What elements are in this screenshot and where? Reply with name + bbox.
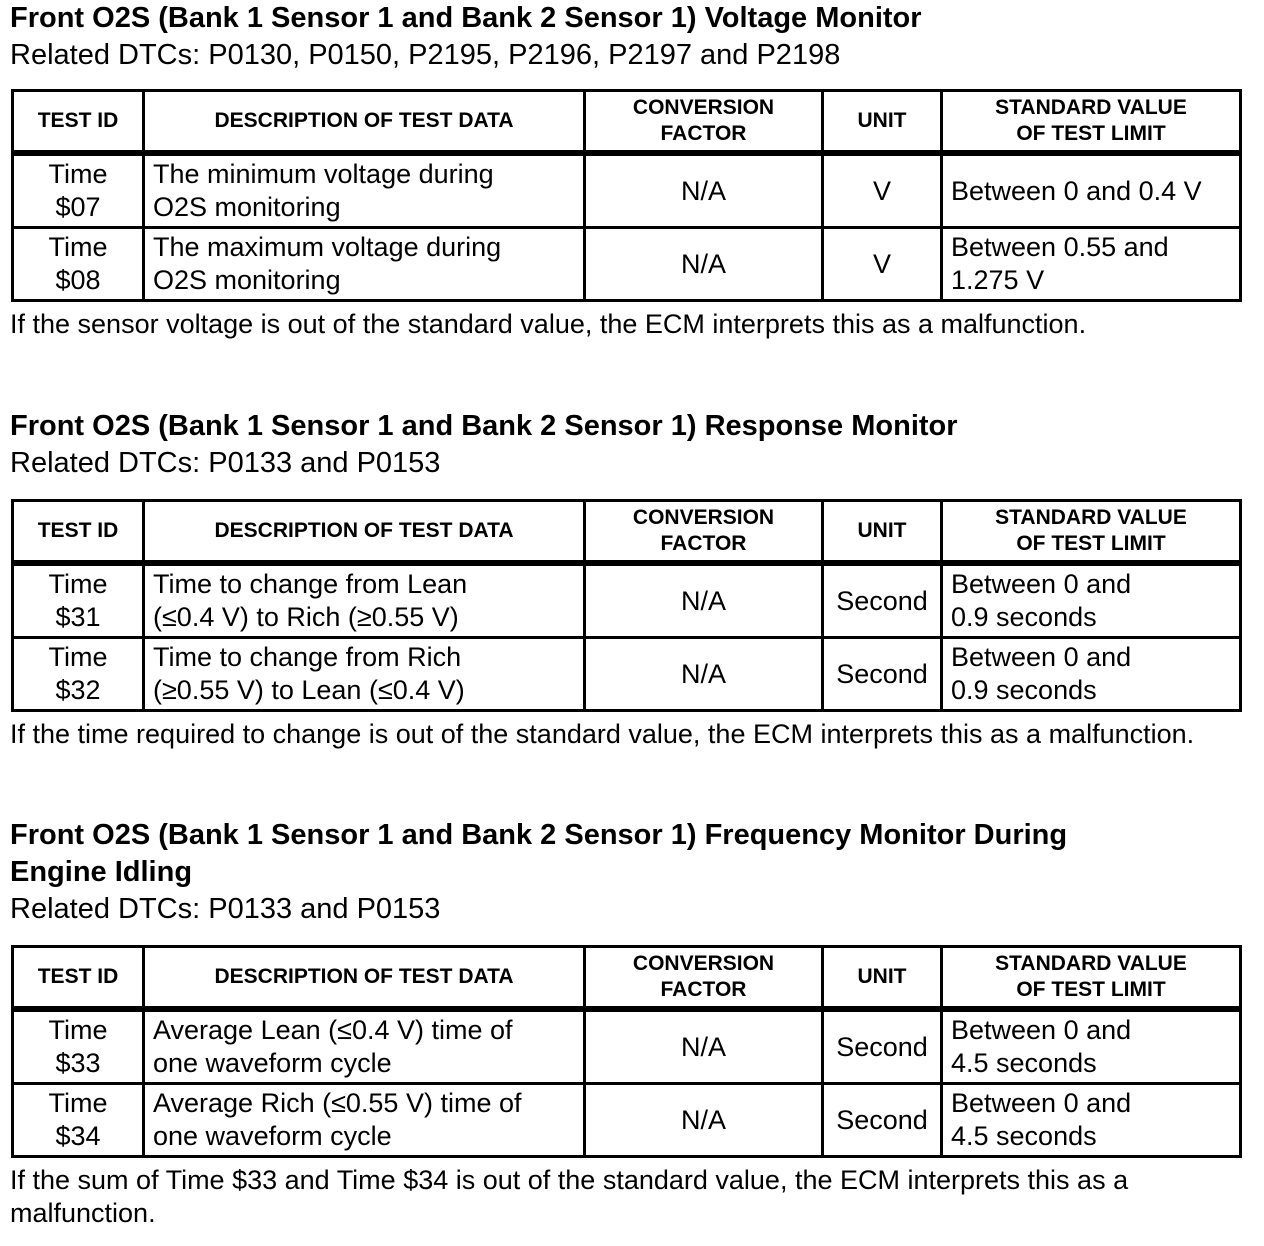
test-data-table — [11, 499, 1242, 712]
section-response-monitor — [10, 408, 1240, 751]
cell-description: The maximum voltage during O2S monitoring — [144, 228, 585, 301]
cell-standard-value: Between 0 and 0.9 seconds — [942, 563, 1241, 638]
section-frequency-monitor — [10, 817, 1240, 1230]
table-row — [13, 1009, 1241, 1084]
cell-conversion-factor: N/A — [585, 153, 823, 228]
header-conversion-factor: CONVERSION FACTOR — [585, 501, 823, 564]
table-header-row — [13, 91, 1241, 154]
header-unit: UNIT — [823, 91, 942, 154]
header-description: DESCRIPTION OF TEST DATA — [144, 91, 585, 154]
related-dtcs: Related DTCs: P0130, P0150, P2195, P2196, P2197 and P2198 — [10, 39, 841, 71]
header-standard-value: STANDARD VALUE OF TEST LIMIT — [942, 91, 1241, 154]
table-row — [13, 638, 1241, 711]
cell-description: The minimum voltage during O2S monitoring — [144, 153, 585, 228]
cell-test-id: Time $31 — [13, 563, 144, 638]
section-title: Front O2S (Bank 1 Sensor 1 and Bank 2 Sensor 1) Voltage Monitor — [10, 2, 922, 34]
cell-test-id: Time $32 — [13, 638, 144, 711]
cell-description: Time to change from Rich (≥0.55 V) to Lean (≤0.4 V) — [144, 638, 585, 711]
cell-unit: Second — [823, 1084, 942, 1157]
table-row — [13, 1084, 1241, 1157]
header-standard-value: STANDARD VALUE OF TEST LIMIT — [942, 947, 1241, 1010]
header-conversion-factor: CONVERSION FACTOR — [585, 91, 823, 154]
cell-test-id: Time $08 — [13, 228, 144, 301]
cell-description: Average Rich (≤0.55 V) time of one waveform cycle — [144, 1084, 585, 1157]
related-dtcs: Related DTCs: P0133 and P0153 — [10, 447, 441, 479]
section-title: Front O2S (Bank 1 Sensor 1 and Bank 2 Sensor 1) Response Monitor — [10, 410, 958, 442]
header-test-id: TEST ID — [13, 947, 144, 1010]
cell-conversion-factor: N/A — [585, 638, 823, 711]
cell-standard-value: Between 0 and 0.4 V — [942, 153, 1241, 228]
section-voltage-monitor — [10, 0, 1240, 341]
cell-unit: Second — [823, 1009, 942, 1084]
cell-unit: V — [823, 153, 942, 228]
table-header-row — [13, 501, 1241, 564]
table-row — [13, 563, 1241, 638]
header-conversion-factor: CONVERSION FACTOR — [585, 947, 823, 1010]
cell-description: Time to change from Lean (≤0.4 V) to Rich (≥0.55 V) — [144, 563, 585, 638]
header-standard-value: STANDARD VALUE OF TEST LIMIT — [942, 501, 1241, 564]
cell-unit: Second — [823, 638, 942, 711]
table-row — [13, 153, 1241, 228]
table-row — [13, 228, 1241, 301]
cell-test-id: Time $33 — [13, 1009, 144, 1084]
test-data-table — [11, 945, 1242, 1158]
section-title: Front O2S (Bank 1 Sensor 1 and Bank 2 Sensor 1) Frequency Monitor During Engine Idling — [10, 819, 1068, 888]
header-description: DESCRIPTION OF TEST DATA — [144, 947, 585, 1010]
malfunction-note: If the time required to change is out of the standard value, the ECM interprets this as a malfunction. — [10, 719, 1195, 749]
header-unit: UNIT — [823, 947, 942, 1010]
header-test-id: TEST ID — [13, 501, 144, 564]
related-dtcs: Related DTCs: P0133 and P0153 — [10, 893, 441, 925]
header-description: DESCRIPTION OF TEST DATA — [144, 501, 585, 564]
cell-conversion-factor: N/A — [585, 228, 823, 301]
cell-unit: Second — [823, 563, 942, 638]
cell-standard-value: Between 0 and 4.5 seconds — [942, 1009, 1241, 1084]
cell-test-id: Time $34 — [13, 1084, 144, 1157]
cell-standard-value: Between 0 and 0.9 seconds — [942, 638, 1241, 711]
cell-unit: V — [823, 228, 942, 301]
cell-standard-value: Between 0.55 and 1.275 V — [942, 228, 1241, 301]
cell-conversion-factor: N/A — [585, 1009, 823, 1084]
header-test-id: TEST ID — [13, 91, 144, 154]
cell-conversion-factor: N/A — [585, 1084, 823, 1157]
cell-standard-value: Between 0 and 4.5 seconds — [942, 1084, 1241, 1157]
header-unit: UNIT — [823, 501, 942, 564]
cell-description: Average Lean (≤0.4 V) time of one waveform cycle — [144, 1009, 585, 1084]
malfunction-note: If the sum of Time $33 and Time $34 is out of the standard value, the ECM interprets this as a malfunction. — [10, 1165, 1129, 1228]
cell-conversion-factor: N/A — [585, 563, 823, 638]
cell-test-id: Time $07 — [13, 153, 144, 228]
malfunction-note: If the sensor voltage is out of the standard value, the ECM interprets this as a malfunction. — [10, 309, 1087, 339]
table-header-row — [13, 947, 1241, 1010]
test-data-table — [11, 89, 1242, 302]
